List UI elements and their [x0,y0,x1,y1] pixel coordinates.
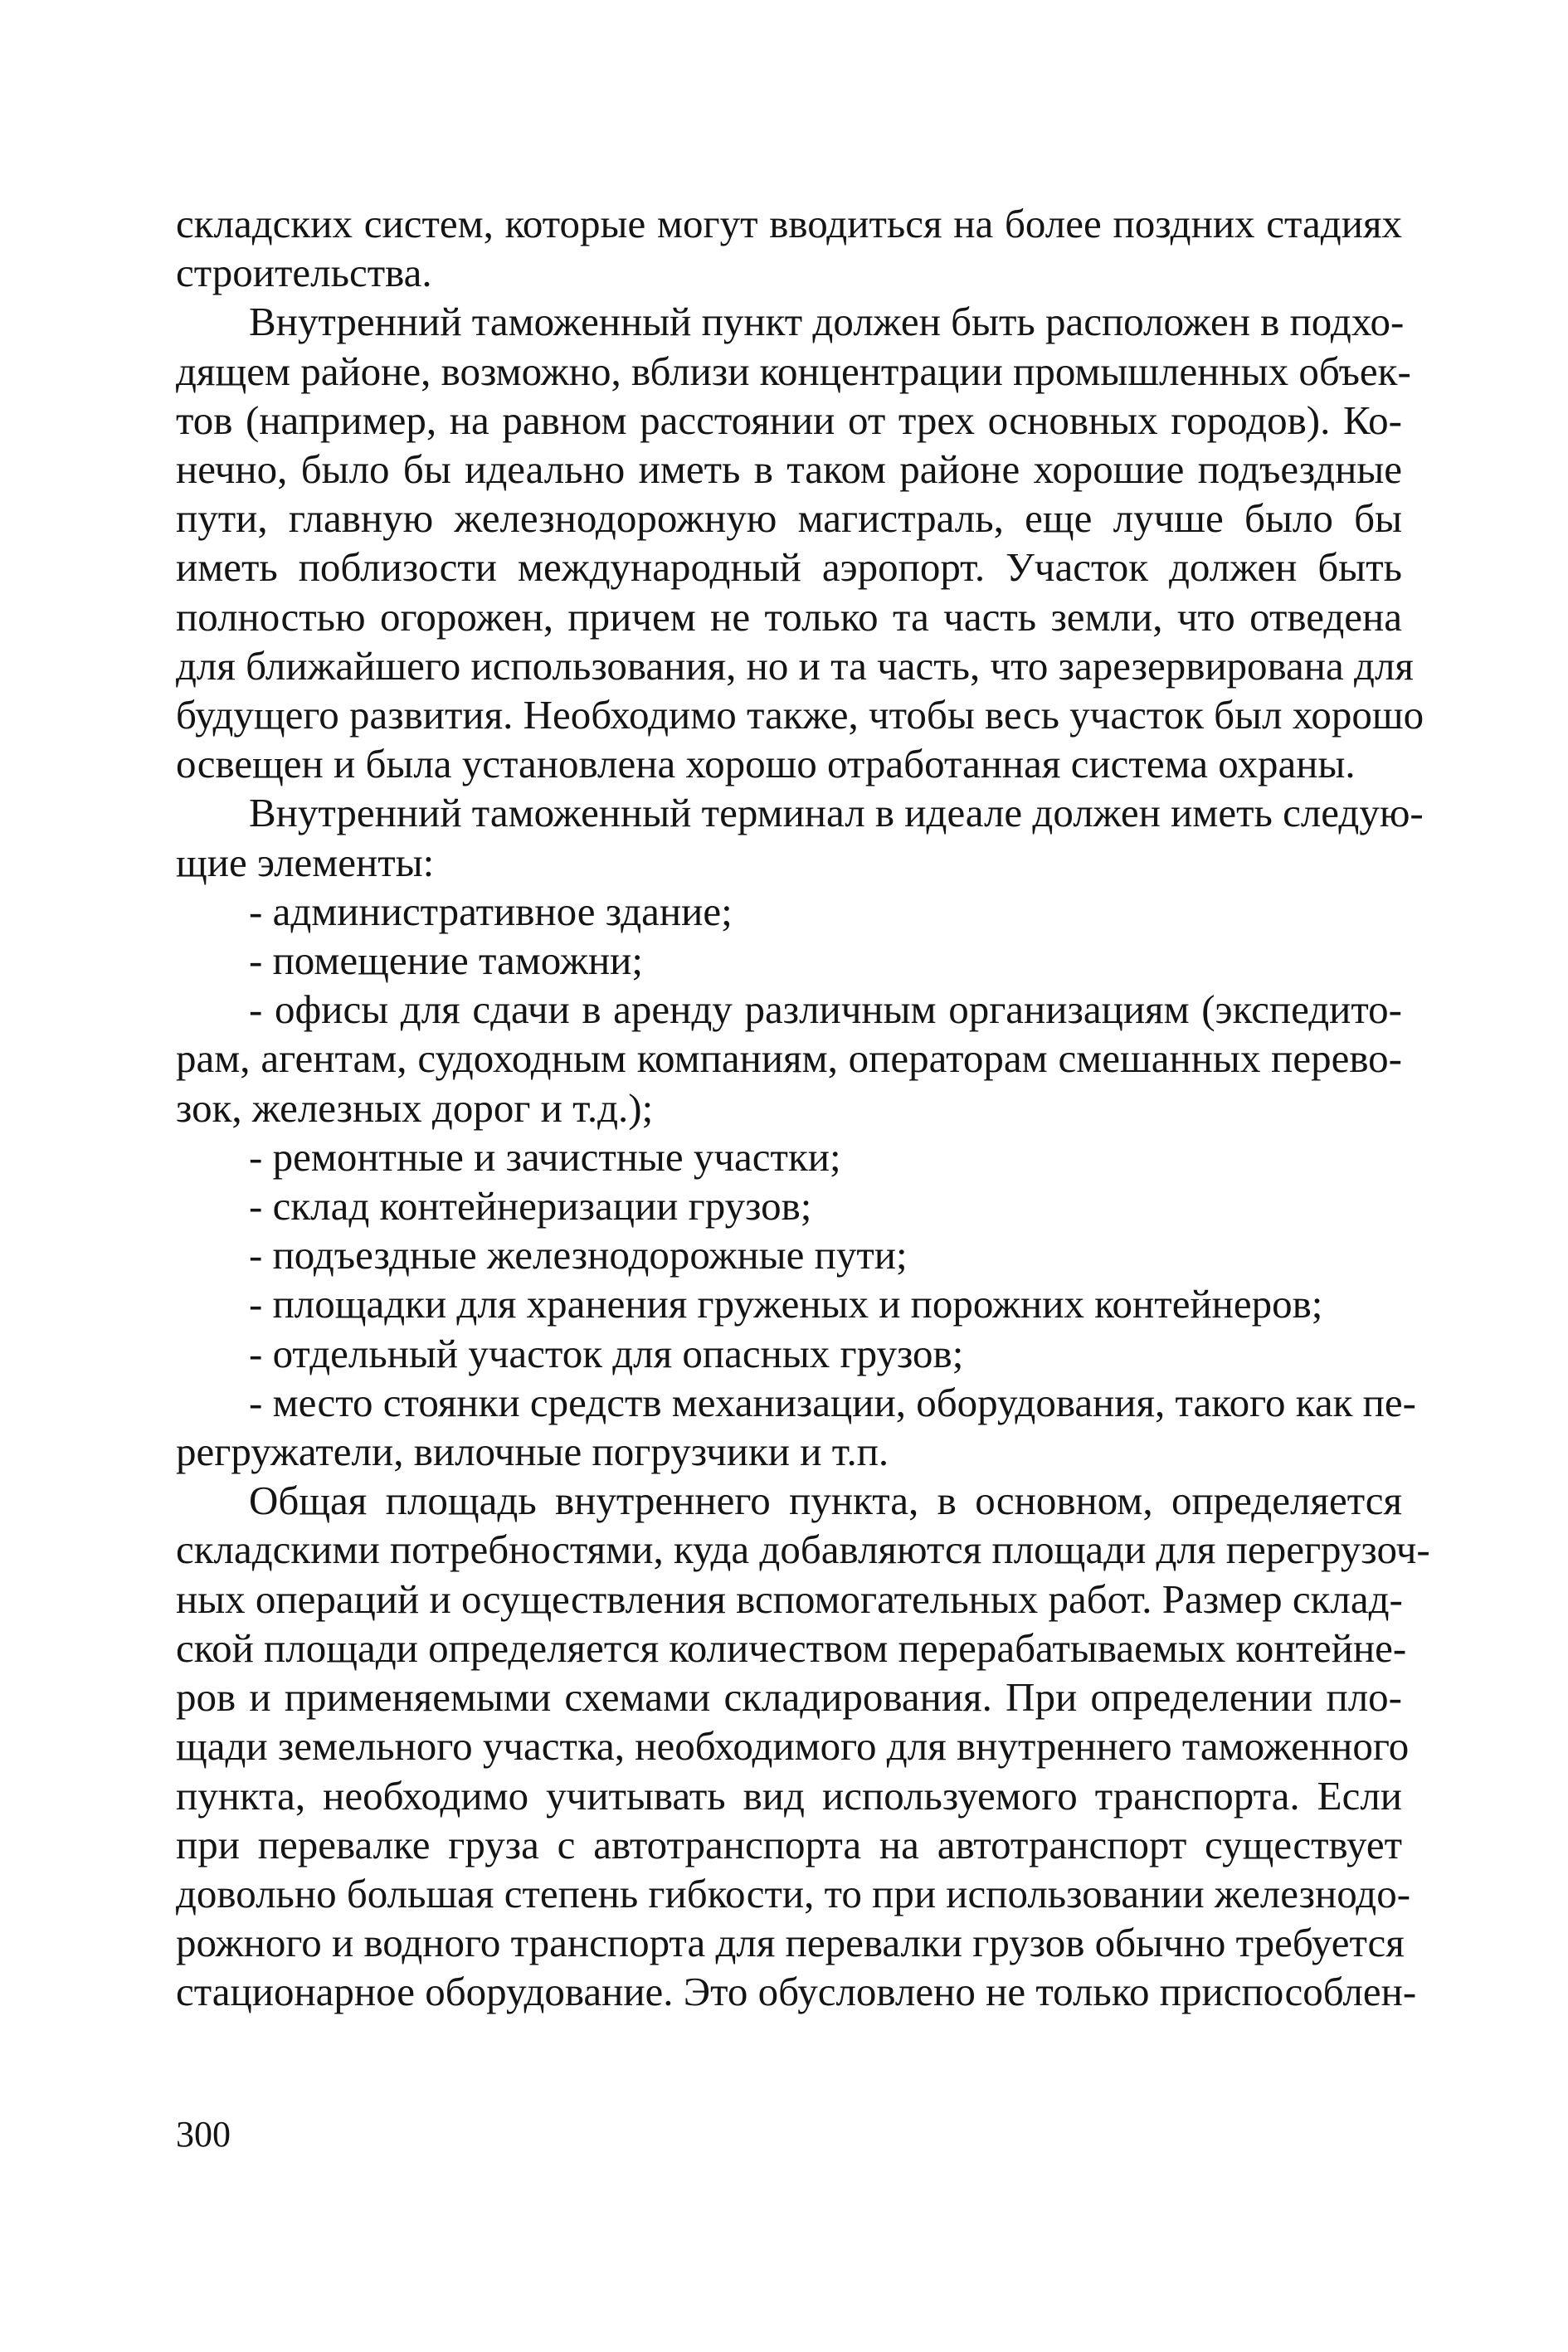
text-line: Внутренний таможенный терминал в идеале должен иметь следую- [249,790,1424,836]
text-line: нечно, было бы идеально иметь в таком районе хорошие подъездные [176,446,1402,493]
text-line: стационарное оборудование. Это обусловлено не только приспособлен- [176,1969,1417,2015]
text-line: Внутренний таможенный пункт должен быть расположен в подхо- [249,299,1405,345]
paragraph-p0 [176,199,1402,297]
paragraph-b7 [176,1279,1402,1328]
text-line: - административное здание; [249,888,733,934]
text-line: - подъездные железнодорожные пути; [249,1232,908,1278]
text-line: полностью огорожен, причем не только та часть земли, что отведена [176,593,1402,640]
paragraph-b9 [176,1378,1416,1476]
text-line: тов (например, на равном расстоянии от трех основных городов). Ко- [176,397,1402,443]
paragraph-b4 [176,1132,1402,1181]
page-number: 300 [176,2114,231,2155]
text-line: дящем районе, возможно, вблизи концентрации промышленных объек- [176,348,1411,394]
text-line: щади земельного участка, необходимого для внутреннего таможенного [176,1723,1410,1770]
text-line: ров и применяемыми схемами складирования. При определении пло- [176,1674,1402,1721]
text-line: - отдельный участок для опасных грузов; [249,1330,964,1376]
text-line: для ближайшего использования, но и та часть, что зарезервирована для [176,642,1414,689]
text-line: регружатели, вилочные погрузчики и т.п. [176,1429,889,1475]
text-line: - помещение таможни; [249,937,643,984]
paragraph-b1 [176,887,1402,936]
text-line: - ремонтные и зачистные участки; [249,1133,841,1180]
paragraph-b8 [176,1329,1402,1378]
text-line: рожного и водного транспорта для перевалки грузов обычно требуется [176,1920,1405,1966]
text-line: - склад контейнеризации грузов; [249,1183,812,1230]
text-line: щие элементы: [176,839,435,885]
paragraph-b6 [176,1230,1402,1279]
paragraph-b2 [176,936,1402,985]
text-line: пути, главную железнодорожную магистраль, еще лучше было бы [176,495,1402,542]
text-line: зок, железных дорог и т.д.); [176,1084,654,1131]
text-line: иметь поблизости международный аэропорт. Участок должен быть [176,544,1402,591]
text-line: - офисы для сдачи в аренду различным организациям (экспедито- [249,986,1402,1033]
page-body [176,199,1430,2190]
text-line: Общая площадь внутреннего пункта, в основном, определяется [249,1478,1402,1524]
text-line: складских систем, которые могут вводиться на более поздних стадиях [176,201,1402,246]
text-line: складскими потребностями, куда добавляются площади для перегрузоч- [176,1527,1430,1573]
text-line: при перевалке груза с автотранспорта на автотранспорт существует [176,1821,1402,1867]
text-line: рам, агентам, судоходным компаниям, операторам смешанных перево- [176,1035,1402,1082]
text-line: освещен и была установлена хорошо отработанная система охраны. [176,741,1356,787]
text-line: ской площади определяется количеством перерабатываемых контейне- [176,1624,1407,1671]
paragraph-b5 [176,1181,1402,1230]
text-line: довольно большая степень гибкости, то при использовании железнодо- [176,1870,1411,1916]
text-line: - место стоянки средств механизации, оборудования, такого как пе- [249,1379,1416,1425]
text-line: пункта, необходимо учитывать вид используемого транспорта. Если [176,1772,1402,1819]
paragraph-p1 [176,297,1424,788]
paragraph-p2 [176,788,1424,886]
paragraph-b3 [176,985,1402,1132]
text-block [176,199,1430,2017]
paragraph-p3 [176,1476,1430,2016]
text-line: ных операций и осуществления вспомогательных работ. Размер склад- [176,1575,1403,1622]
text-line: - площадки для хранения груженых и порожних контейнеров; [249,1281,1323,1327]
text-line: строительства. [176,250,432,296]
text-line: будущего развития. Необходимо также, чтобы весь участок был хорошо [176,692,1424,738]
